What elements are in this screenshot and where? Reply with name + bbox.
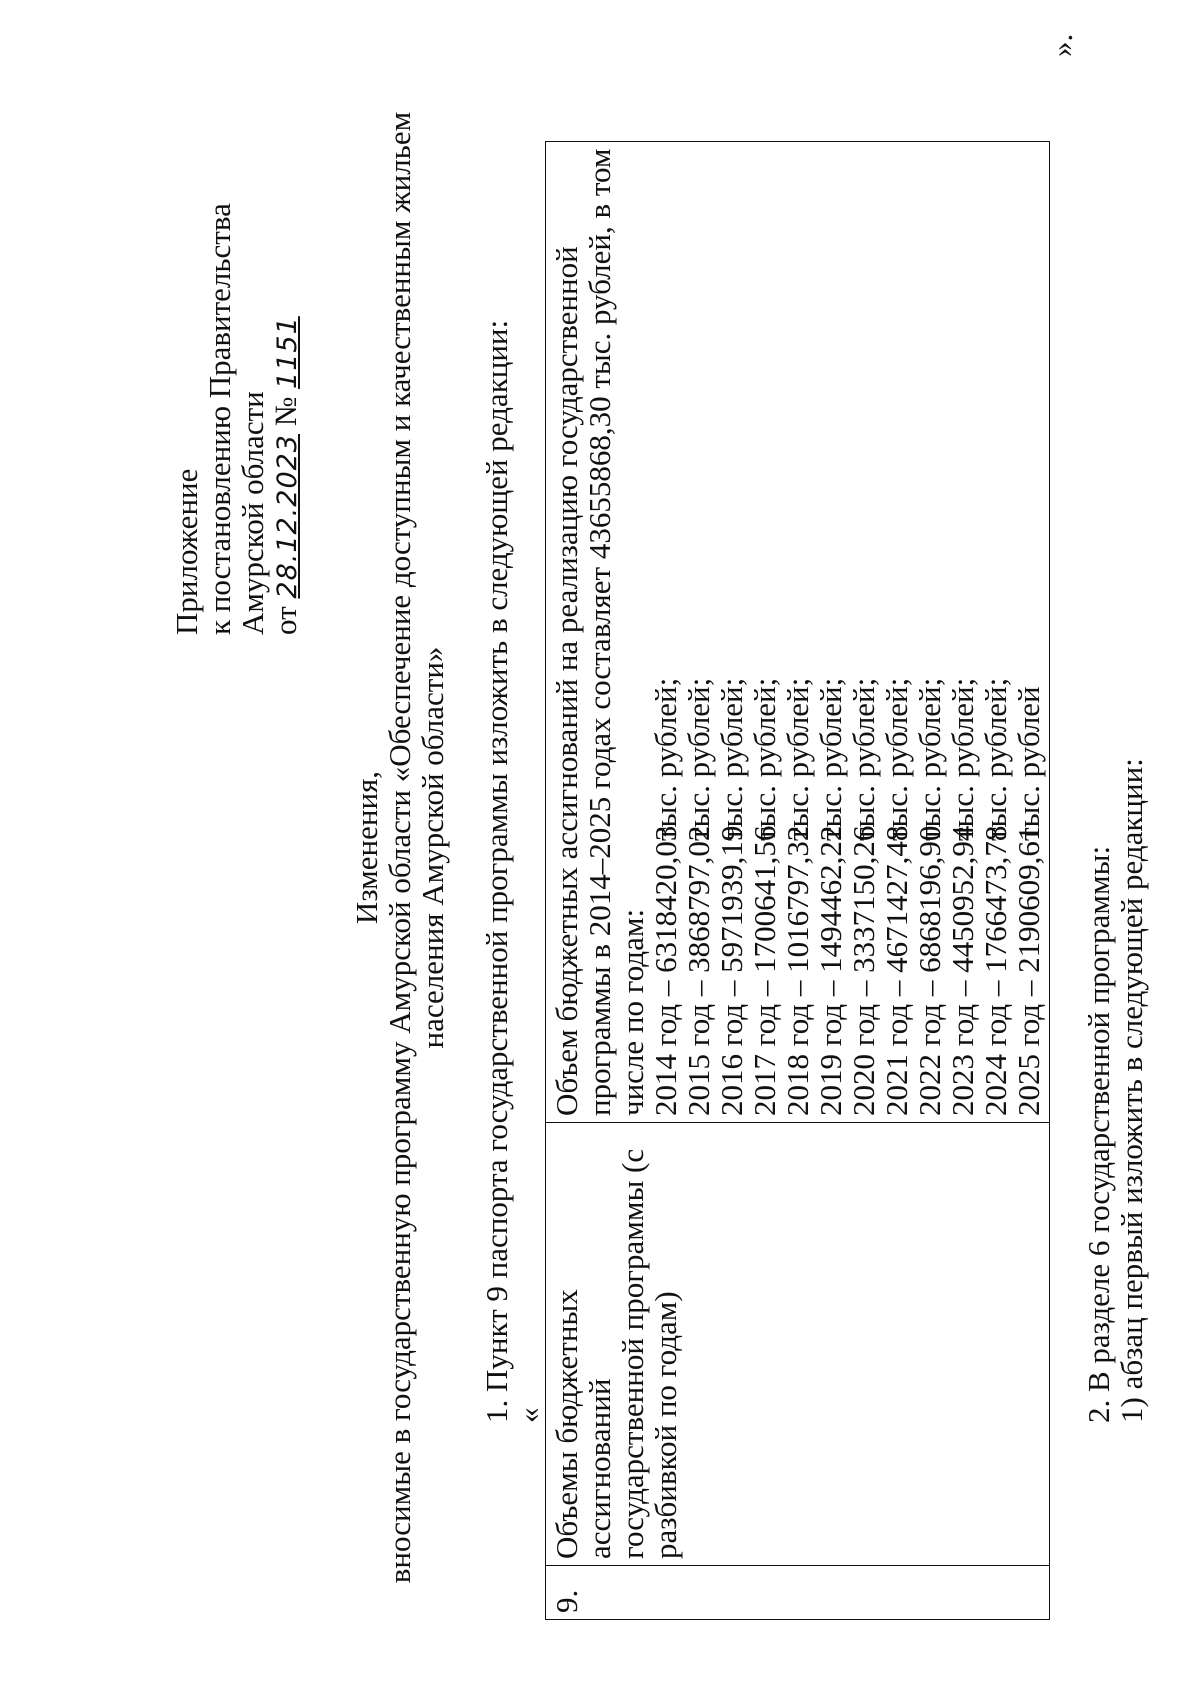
year-amount: 2021 год – 4671427,48 — [879, 825, 914, 1116]
value-intro-line: программы в 2014–2025 годах составляет 43655868,30 тыс. рублей, в том — [582, 148, 617, 1116]
handwritten-date: 28.12.2023 — [272, 434, 303, 599]
attachment-decree-line: к постановлению Правительства — [202, 203, 237, 635]
year-amount: 2025 год – 2190609,61 — [1011, 825, 1046, 1116]
year-amount: 2019 год – 1494462,22 — [813, 825, 848, 1116]
paragraph-1: 1. Пункт 9 паспорта государственной программы изложить в следующей редакции: — [479, 319, 514, 1423]
heading-title: Изменения, — [349, 770, 384, 925]
heading-subtitle-line1: вносимые в государственную программу Амурской области «Обеспечение доступным и качественным жильем — [382, 111, 417, 1584]
value-intro-line: Объем бюджетных ассигнований на реализацию государственной — [549, 246, 584, 1116]
year-amount: 2017 год – 1700641,56 — [747, 825, 782, 1116]
paragraph-2: 2. В разделе 6 государственной программы: — [1081, 845, 1116, 1423]
item-name-cell — [546, 1123, 1050, 1566]
year-amount: 2024 год – 1766473,78 — [978, 825, 1013, 1116]
year-amount: 2015 год – 3868797,02 — [681, 825, 716, 1116]
year-unit: тыс. рублей; — [978, 677, 1013, 841]
value-intro-line: числе по годам: — [615, 908, 650, 1116]
item-name-line: разбивкой по годам) — [648, 1291, 683, 1559]
handwritten-number: 1151 — [272, 316, 303, 389]
value-intro — [550, 148, 649, 1116]
passport-table — [545, 141, 1050, 1620]
opening-quote: « — [511, 1407, 546, 1423]
attachment-region-line: Амурской области — [235, 391, 270, 635]
year-unit: тыс. рублей; — [714, 677, 749, 841]
year-unit: тыс. рублей; — [681, 677, 716, 841]
year-unit: тыс. рублей; — [780, 677, 815, 841]
year-amount: 2023 год – 4450952,94 — [945, 825, 980, 1116]
year-amount: 2018 год – 1016797,32 — [780, 825, 815, 1116]
year-unit: тыс. рублей; — [945, 677, 980, 841]
year-amount: 2020 год – 3337150,26 — [846, 825, 881, 1116]
item-name-line: Объемы бюджетных ассигнований — [549, 1289, 617, 1559]
year-unit: тыс. рублей; — [912, 677, 947, 841]
item-name-line: государственной программы (с — [615, 1148, 650, 1559]
year-unit: тыс. рублей; — [879, 677, 914, 841]
document-heading — [350, 0, 449, 1695]
closing-quote: ». — [1044, 33, 1079, 57]
attachment-block — [170, 203, 304, 635]
heading-subtitle-line2: населения Амурской области» — [415, 646, 450, 1049]
year-unit: тыс. рублей; — [747, 677, 782, 841]
date-prefix: от — [268, 606, 303, 635]
year-amount: 2014 год – 6318420,03 — [648, 825, 683, 1116]
year-unit: тыс. рублей; — [648, 677, 683, 841]
attachment-title: Приложение — [169, 468, 204, 635]
year-unit: тыс. рублей; — [846, 677, 881, 841]
table-row — [546, 142, 1050, 1620]
year-unit: тыс. рублей; — [813, 677, 848, 841]
item-number: 9. — [546, 1566, 1050, 1620]
year-amount: 2022 год – 6868196,90 — [912, 825, 947, 1116]
paragraph-3: 1) абзац первый изложить в следующей редакции: — [1114, 758, 1149, 1423]
year-amount: 2016 год – 5971939,19 — [714, 825, 749, 1116]
number-label: № — [268, 396, 303, 427]
yearly-amounts — [649, 148, 1045, 1116]
year-unit: тыс. рублей — [1011, 686, 1046, 841]
item-value-cell — [546, 142, 1050, 1123]
attachment-date-line — [269, 203, 304, 635]
